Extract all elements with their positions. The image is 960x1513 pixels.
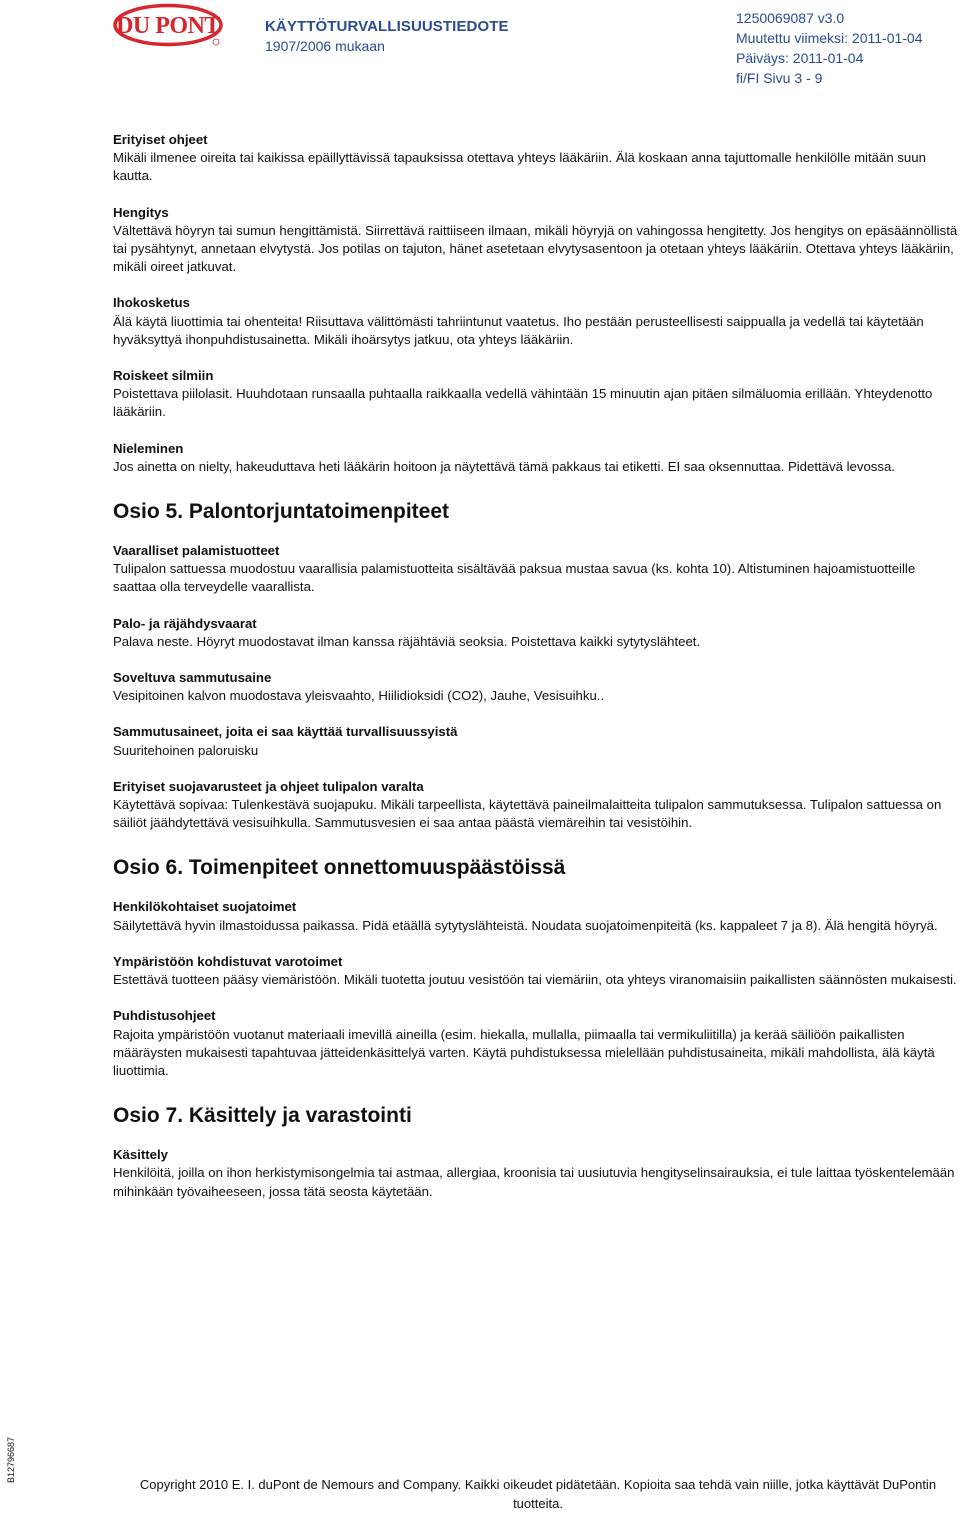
first-aid-ingestion <box>113 440 960 476</box>
copyright-footer: Copyright 2010 E. I. duPont de Nemours and Company. Kaikki oikeudet pidätetään. Kopioita saa tehdä vain niille, jotka käyttävät DuPontin tuotteita. <box>139 1477 937 1511</box>
subsection-text: Suuritehoinen paloruisku <box>113 742 259 758</box>
subsection-title: Ihokosketus <box>113 295 190 311</box>
subsection-text: Käytettävä sopivaa: Tulenkestävä suojapuku. Mikäli tarpeellista, käytettävä paineilmalaitteita tulipalon sammutuksessa. Tulipalon sattuessa on säiliöt jäähdytettävä vesisuihkulla. Sammutusvesien ei saa antaa päästä viemäreihin tai vesistöihin. <box>113 797 942 831</box>
section7-block <box>113 1146 960 1201</box>
document-code: B12796687 <box>6 1436 16 1484</box>
subsection-text: Rajoita ympäristöön vuotanut materiaali imevillä aineilla (esim. hiekalla, mullalla, piimaalla tai vermikuliitilla) ja kerää säiliöön paikallisten määräysten mukaisesti tapahtuvaa jätteidenkäsittelyä varten. Käytä puhdistuksessa mielellään puhdistusaineita, mikäli mahdollista, älä käytä liuottimia. <box>113 1026 935 1078</box>
subsection-text: Vältettävä höyryn tai sumun hengittämistä. Siirrettävä raittiiseen ilmaan, mikäli höyryjä on vahingossa hengitetty. Jos hengitys on epäsäännöllistä tai pysähtynyt, annetaan elvytystä. Jos potilas on tajuton, hänet asetetaan elvytysasentoon ja otetaan yhteys lääkäriin. Otettava yhteys lääkäriin, mikäli oireet jatkuvat. <box>113 222 958 275</box>
first-aid-skin <box>113 294 960 349</box>
section6-block <box>113 898 960 934</box>
document-title: KÄYTTÖTURVALLISUUSTIEDOTE <box>265 18 509 35</box>
subsection-text: Vesipitoinen kalvon muodostava yleisvaahto, Hiilidioksidi (CO2), Jauhe, Vesisuihku.. <box>113 688 605 704</box>
subsection-title: Henkilökohtaiset suojatoimet <box>113 899 297 915</box>
subsection-title: Ympäristöön kohdistuvat varotoimet <box>113 953 343 969</box>
section6-block <box>113 1007 960 1080</box>
section5-block <box>113 723 960 759</box>
issue-date: Päiväys: 2011-01-04 <box>736 50 864 66</box>
subsection-title: Roiskeet silmiin <box>113 368 214 384</box>
subsection-title: Puhdistusohjeet <box>113 1008 216 1024</box>
subsection-text: Palava neste. Höyryt muodostavat ilman kanssa räjähtäviä seoksia. Poistettava kaikki sytytyslähteet. <box>113 633 701 649</box>
subsection-text: Estettävä tuotteen pääsy viemäristöön. Mikäli tuotetta joutuu vesistöön tai viemäriin, ota yhteys viranomaisiin paikallisten säännösten mukaisesti. <box>113 972 957 988</box>
section-5-heading: Osio 5. Palontorjuntatoimenpiteet <box>113 500 450 524</box>
subsection-title: Käsittely <box>113 1147 168 1163</box>
first-aid-inhalation <box>113 204 960 277</box>
subsection-title: Vaaralliset palamistuotteet <box>113 543 280 559</box>
subsection-title: Palo- ja räjähdysvaarat <box>113 615 257 631</box>
subsection-title: Erityiset suojavarusteet ja ohjeet tulipalon varalta <box>113 778 424 794</box>
document-id: 1250069087 v3.0 <box>736 10 845 26</box>
section5-block <box>113 778 960 833</box>
subsection-title: Sammutusaineet, joita ei saa käyttää turvallisuussyistä <box>113 724 458 740</box>
subsection-title: Erityiset ohjeet <box>113 132 208 147</box>
document-meta <box>736 8 923 88</box>
first-aid-eyes <box>113 367 960 422</box>
subsection-text: Poistettava piilolasit. Huuhdotaan runsaalla puhtaalla raikkaalla vedellä vähintään 15 minuutin ajan pitäen silmäluomia erillään. Yhteydenotto lääkäriin. <box>113 386 933 420</box>
subsection-title: Soveltuva sammutusaine <box>113 670 272 686</box>
subsection-text: Jos ainetta on nielty, hakeuduttava heti lääkärin hoitoon ja näytettävä tämä pakkaus tai etiketti. EI saa oksennuttaa. Pidettävä levossa. <box>113 458 895 474</box>
page-number: fi/FI Sivu 3 - 9 <box>736 70 823 86</box>
logo-text: DU PONT <box>116 13 220 39</box>
subsection-title: Nieleminen <box>113 440 184 456</box>
subsection-text: Säilytettävä hyvin ilmastoidussa paikassa. Pidä etäällä sytytyslähteistä. Noudata suojatoimenpiteitä (ks. kappaleet 7 ja 8). Älä hengitä höyryä. <box>113 917 938 933</box>
subsection-text: Älä käytä liuottimia tai ohenteita! Riisuttava välittömästi tahriintunut vaatetus. Iho pestään perusteellisesti saippualla ja vedellä tai käytetään hyväksyttyä ihonpuhdistusainetta. Mikäli ihoärsytys jatkuu, ota yhteys lääkäriin. <box>113 313 924 347</box>
section6-block <box>113 953 960 989</box>
section-7-heading: Osio 7. Käsittely ja varastointi <box>113 1104 412 1128</box>
section5-block <box>113 615 960 651</box>
subsection-text: Mikäli ilmenee oireita tai kaikissa epäillyttävissä tapauksissa otettava yhteys lääkäriin. Älä koskaan anna tajuttomalle henkilölle mitään suun kautta. <box>113 150 926 184</box>
dupont-logo <box>112 3 224 47</box>
section5-block <box>113 542 960 597</box>
first-aid-general <box>113 131 960 186</box>
subsection-text: Henkilöitä, joilla on ihon herkistymisongelmia tai astmaa, allergiaa, kroonisia tai uusiutuvia hengityselinsairauksia, ei tule laittaa työskentelemään mihinkään työvaiheeseen, jossa tätä seosta käytetään. <box>113 1165 955 1199</box>
subsection-title: Hengitys <box>113 204 169 220</box>
document-body <box>113 131 960 1219</box>
revision-date: Muutettu viimeksi: 2011-01-04 <box>736 30 923 46</box>
section-6-heading: Osio 6. Toimenpiteet onnettomuuspäästöissä <box>113 856 566 880</box>
subsection-text: Tulipalon sattuessa muodostuu vaarallisia palamistuotteita sisältävää paksua mustaa savua (ks. kohta 10). Altistuminen hajoamistuotteille saattaa olla terveydelle vaarallista. <box>113 561 916 595</box>
document-subtitle: 1907/2006 mukaan <box>265 38 385 54</box>
section5-block <box>113 669 960 705</box>
document-header <box>0 0 960 90</box>
